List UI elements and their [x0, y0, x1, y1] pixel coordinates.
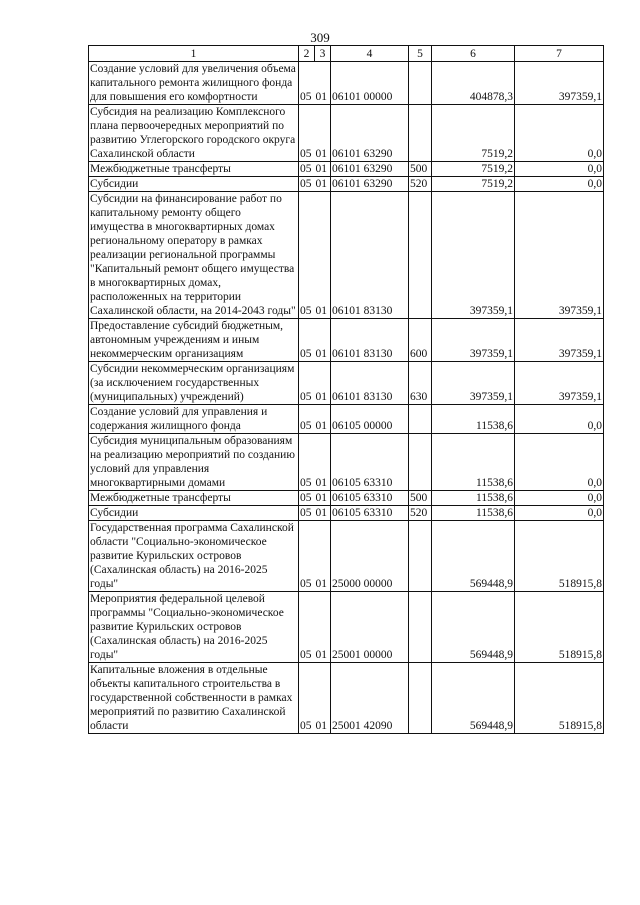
header-col-2: 2: [299, 46, 315, 62]
row-subsection: 01: [315, 405, 331, 434]
row-section: 05: [299, 663, 315, 734]
row-target-code: 06105 63310: [331, 506, 409, 521]
row-target-code: 06105 00000: [331, 405, 409, 434]
row-name: Создание условий для управления и содержания жилищного фонда: [89, 405, 299, 434]
row-subsection: 01: [315, 592, 331, 663]
row-sum-1: 11538,6: [432, 405, 515, 434]
row-expense-type: [409, 62, 432, 105]
row-sum-1: 569448,9: [432, 521, 515, 592]
row-section: 05: [299, 592, 315, 663]
row-expense-type: 500: [409, 491, 432, 506]
table-row: [89, 62, 604, 105]
row-name: Субсидии на финансирование работ по капитальному ремонту общего имущества в многоквартирных домах региональному оператору в рамках реализации региональной программы "Капитальный ремонт общего имущества в многоквартирных домах, расположенных на территории Сахалинской области, на 2014-2043 годы": [89, 192, 299, 319]
row-subsection: 01: [315, 319, 331, 362]
table-row: [89, 592, 604, 663]
row-section: 05: [299, 319, 315, 362]
row-target-code: 06101 63290: [331, 105, 409, 162]
row-sum-2: 0,0: [515, 506, 604, 521]
budget-table: [88, 45, 604, 734]
row-expense-type: 500: [409, 162, 432, 177]
table-row: [89, 319, 604, 362]
row-sum-2: 397359,1: [515, 192, 604, 319]
row-expense-type: [409, 663, 432, 734]
row-sum-2: 0,0: [515, 177, 604, 192]
header-col-4: 4: [331, 46, 409, 62]
row-expense-type: 630: [409, 362, 432, 405]
header-col-1: 1: [89, 46, 299, 62]
header-col-7: 7: [515, 46, 604, 62]
row-sum-1: 569448,9: [432, 663, 515, 734]
header-row: [89, 46, 604, 62]
row-name: Предоставление субсидий бюджетным, автономным учреждениям и иным некоммерческим организациям: [89, 319, 299, 362]
row-target-code: 25001 00000: [331, 592, 409, 663]
row-expense-type: [409, 521, 432, 592]
row-name: Субсидии некоммерческим организациям (за исключением государственных (муниципальных) учреждений): [89, 362, 299, 405]
row-subsection: 01: [315, 434, 331, 491]
row-name: Капитальные вложения в отдельные объекты капитального строительства в государственной собственности в рамках мероприятий по развитию Сахалинской области: [89, 663, 299, 734]
row-target-code: 25001 42090: [331, 663, 409, 734]
row-target-code: 06105 63310: [331, 491, 409, 506]
row-name: Государственная программа Сахалинской области "Социально-экономическое развитие Курильских островов (Сахалинская область) на 2016-2025 годы": [89, 521, 299, 592]
table-row: [89, 434, 604, 491]
row-sum-1: 7519,2: [432, 105, 515, 162]
row-expense-type: [409, 105, 432, 162]
row-expense-type: [409, 592, 432, 663]
row-name: Межбюджетные трансферты: [89, 162, 299, 177]
row-sum-1: 569448,9: [432, 592, 515, 663]
row-sum-2: 518915,8: [515, 663, 604, 734]
row-sum-1: 397359,1: [432, 362, 515, 405]
row-target-code: 06101 83130: [331, 362, 409, 405]
row-name: Субсидии: [89, 506, 299, 521]
header-col-5: 5: [409, 46, 432, 62]
row-section: 05: [299, 434, 315, 491]
table-row: [89, 491, 604, 506]
row-subsection: 01: [315, 663, 331, 734]
row-subsection: 01: [315, 192, 331, 319]
table-row: [89, 506, 604, 521]
row-sum-2: 0,0: [515, 162, 604, 177]
row-target-code: 06101 00000: [331, 62, 409, 105]
row-sum-1: 7519,2: [432, 162, 515, 177]
row-section: 05: [299, 362, 315, 405]
row-subsection: 01: [315, 62, 331, 105]
row-sum-2: 518915,8: [515, 521, 604, 592]
row-target-code: 06105 63310: [331, 434, 409, 491]
row-expense-type: [409, 405, 432, 434]
row-sum-2: 397359,1: [515, 319, 604, 362]
table-row: [89, 105, 604, 162]
header-col-3: 3: [315, 46, 331, 62]
row-section: 05: [299, 521, 315, 592]
row-sum-2: 0,0: [515, 434, 604, 491]
row-name: Межбюджетные трансферты: [89, 491, 299, 506]
row-sum-1: 397359,1: [432, 319, 515, 362]
row-section: 05: [299, 405, 315, 434]
row-expense-type: 520: [409, 506, 432, 521]
row-subsection: 01: [315, 362, 331, 405]
row-expense-type: 600: [409, 319, 432, 362]
row-section: 05: [299, 192, 315, 319]
row-target-code: 06101 83130: [331, 192, 409, 319]
row-target-code: 25000 00000: [331, 521, 409, 592]
row-sum-1: 397359,1: [432, 192, 515, 319]
row-sum-2: 0,0: [515, 105, 604, 162]
row-subsection: 01: [315, 521, 331, 592]
row-subsection: 01: [315, 105, 331, 162]
row-name: Создание условий для увеличения объема капитального ремонта жилищного фонда для повышения его комфортности: [89, 62, 299, 105]
table-row: [89, 405, 604, 434]
row-name: Субсидии: [89, 177, 299, 192]
row-subsection: 01: [315, 177, 331, 192]
row-section: 05: [299, 105, 315, 162]
row-sum-1: 11538,6: [432, 434, 515, 491]
row-expense-type: [409, 434, 432, 491]
row-target-code: 06101 63290: [331, 177, 409, 192]
row-subsection: 01: [315, 506, 331, 521]
table-row: [89, 162, 604, 177]
table-row: [89, 663, 604, 734]
row-section: 05: [299, 177, 315, 192]
row-name: Субсидия муниципальным образованиям на реализацию мероприятий по созданию условий для управления многоквартирными домами: [89, 434, 299, 491]
table-row: [89, 521, 604, 592]
row-subsection: 01: [315, 491, 331, 506]
row-section: 05: [299, 491, 315, 506]
table-row: [89, 192, 604, 319]
row-sum-1: 11538,6: [432, 491, 515, 506]
page-number: 309: [310, 30, 330, 45]
header-col-6: 6: [432, 46, 515, 62]
row-sum-1: 404878,3: [432, 62, 515, 105]
row-subsection: 01: [315, 162, 331, 177]
row-sum-2: 518915,8: [515, 592, 604, 663]
table-row: [89, 362, 604, 405]
row-sum-2: 0,0: [515, 405, 604, 434]
row-expense-type: 520: [409, 177, 432, 192]
row-sum-2: 397359,1: [515, 62, 604, 105]
row-name: Мероприятия федеральной целевой программы "Социально-экономическое развитие Курильских островов (Сахалинская область) на 2016-2025 годы": [89, 592, 299, 663]
row-sum-1: 7519,2: [432, 177, 515, 192]
row-target-code: 06101 83130: [331, 319, 409, 362]
row-sum-1: 11538,6: [432, 506, 515, 521]
row-section: 05: [299, 62, 315, 105]
row-name: Субсидия на реализацию Комплексного плана первоочередных мероприятий по развитию Углегорского городского округа Сахалинской области: [89, 105, 299, 162]
row-sum-2: 397359,1: [515, 362, 604, 405]
row-expense-type: [409, 192, 432, 319]
row-section: 05: [299, 162, 315, 177]
row-target-code: 06101 63290: [331, 162, 409, 177]
row-sum-2: 0,0: [515, 491, 604, 506]
row-section: 05: [299, 506, 315, 521]
table-row: [89, 177, 604, 192]
